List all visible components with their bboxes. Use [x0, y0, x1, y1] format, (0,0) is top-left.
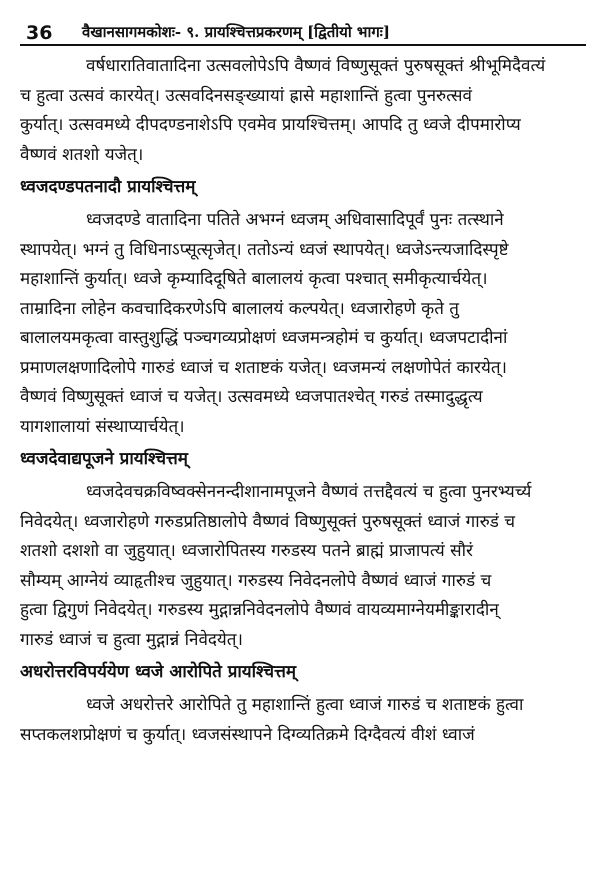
paragraph	[20, 52, 586, 170]
text-line: ध्वजदण्डे वातादिना पतिते अभग्नं ध्वजम् अधिवासादिपूर्वं पुनः तत्स्थाने	[86, 210, 504, 230]
text-line: शतशो दशशो वा जुहुयात्। ध्वजारोपितस्य गरुडस्य पतने ब्राह्मं प्राजापत्यं सौरं	[20, 541, 473, 561]
text-line: गारुडं ध्वाजं च हुत्वा मुद्गान्नं निवेदयेत्।	[20, 629, 243, 650]
section-heading: ध्वजदेवाद्यपूजने प्रायश्चित्तम्	[20, 449, 188, 469]
section	[20, 656, 586, 750]
text-line: हुत्वा द्विगुणं निवेदयेत्। गरुडस्य मुद्गान्ननिवेदनलोपे वैष्णवं वायव्यमाग्नेयमीङ्कारादीन्	[20, 600, 499, 620]
text-line: स्थापयेत्। भग्नं तु विधिनाऽप्सूत्सृजेत्। ततोऽन्यं ध्वजं स्थापयेत्। ध्वजेऽन्त्यजादिस्पृष्टे	[20, 239, 509, 260]
text-line: यागशालायां संस्थाप्यार्चयेत्।	[20, 416, 185, 437]
text-line: बालालयमकृत्वा वास्तुशुद्धिं पञ्चगव्यप्रोक्षणं ध्वजमन्त्रहोमं च कुर्यात्। ध्वजपटादीनां	[20, 328, 508, 348]
text-line: सौम्यम् आग्नेयं व्याहृतीश्च जुहुयात्। गरुडस्य निवेदनलोपे वैष्णवं ध्वाजं गारुडं च	[20, 570, 492, 591]
text-line: वैष्णवं शतशो यजेत्।	[20, 144, 144, 165]
section-heading: ध्वजदण्डपतनादौ प्रायश्चित्तम्	[20, 177, 196, 197]
section-heading: अधरोत्तरविपर्ययेण ध्वजे आरोपिते प्रायश्चित्तम्	[20, 662, 296, 682]
text-line: कुर्यात्। उत्सवमध्ये दीपदण्डनाशेऽपि एवमेव प्रायश्चित्तम्। आपदि तु ध्वजे दीपमारोप्य	[20, 115, 521, 135]
page-number: 36	[26, 22, 53, 44]
section	[20, 52, 586, 170]
text-line: वैष्णवं विष्णुसूक्तं ध्वाजं च यजेत्। उत्सवमध्ये ध्वजपातश्चेत् गरुडं तस्मादुद्धृत्य	[20, 387, 483, 407]
paragraph	[20, 691, 586, 750]
running-title: वैखानसागमकोशः- ९. प्रायश्चित्तप्रकरणम् [द्वितीयो भागः]	[82, 23, 390, 41]
text-line: ध्वजे अधरोत्तरे आरोपिते तु महाशान्तिं हुत्वा ध्वाजं गारुडं च शताष्टकं हुत्वा	[86, 695, 524, 715]
text-line: महाशान्तिं कुर्यात्। ध्वजे कृम्यादिदूषिते बालालयं कृत्वा पश्चात् समीकृत्यार्चयेत्।	[20, 269, 488, 289]
section	[20, 171, 586, 442]
text-line: सप्तकलशप्रोक्षणं च कुर्यात्। ध्वजसंस्थापने दिग्व्यतिक्रमे दिग्दैवत्यं वीशं ध्वाजं	[20, 724, 475, 745]
text-line: ध्वजदेवचक्रविष्वक्सेननन्दीशानामपूजने वैष्णवं तत्तद्दैवत्यं च हुत्वा पुनरभ्यर्च्य	[86, 482, 532, 502]
text-line: निवेदयेत्। ध्वजारोहणे गरुडप्रतिष्ठालोपे वैष्णवं विष्णुसूक्तं पुरुषसूक्तं ध्वाजं गारुडं च	[20, 511, 516, 532]
text-line: ताम्रादिना लोहेन कवचादिकरणेऽपि बालालयं कल्पयेत्। ध्वजारोहणे कृते तु	[20, 298, 459, 319]
text-line: वर्षधारातिवातादिना उत्सवलोपेऽपि वैष्णवं विष्णुसूक्तं पुरुषसूक्तं श्रीभूमिदैवत्यं	[86, 56, 546, 76]
text-line: च हुत्वा उत्सवं कारयेत्। उत्सवदिनसङ्ख्यायां ह्रासे महाशान्तिं हुत्वा पुनरुत्सवं	[20, 85, 472, 106]
paragraph	[20, 478, 586, 655]
text-line: प्रमाणलक्षणादिलोपे गारुडं ध्वाजं च शताष्टकं यजेत्। ध्वजमन्यं लक्षणोपेतं कारयेत्।	[20, 357, 507, 378]
section	[20, 443, 586, 655]
page-body	[20, 52, 586, 750]
paragraph	[20, 206, 586, 442]
running-header	[20, 0, 586, 46]
